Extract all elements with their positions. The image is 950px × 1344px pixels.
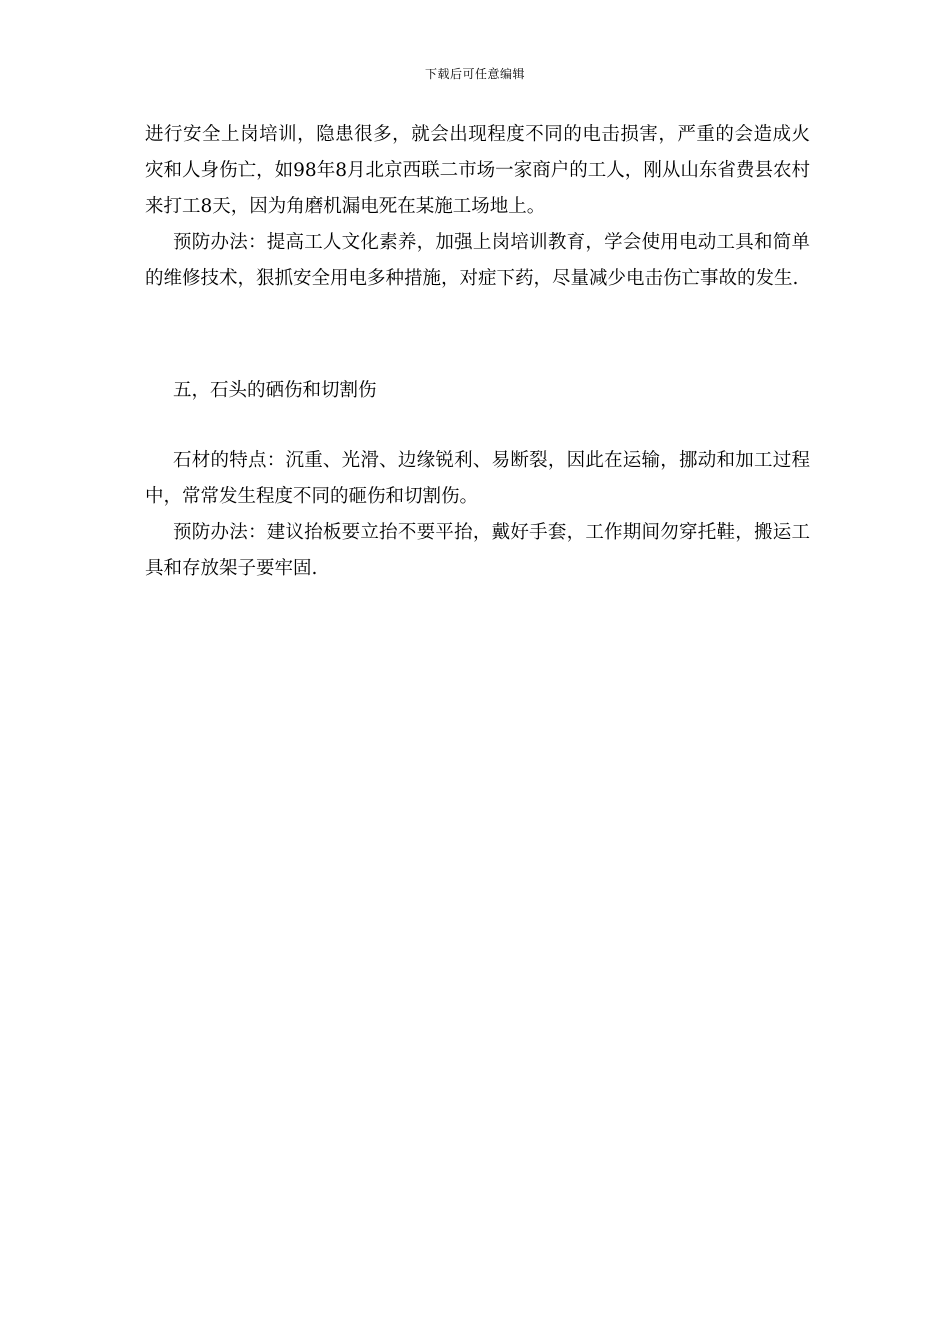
paragraph-stone-characteristics: 石材的特点：沉重、光滑、边缘锐利、易断裂，因此在运输，挪动和加工过程中，常常发生程度不同的砸伤和切割伤。 xyxy=(145,450,810,507)
page-header-note: 下载后可任意编辑 xyxy=(424,67,525,81)
section-heading-stone-injuries: 五，石头的硒伤和切割伤 xyxy=(173,380,377,401)
paragraph-electric-shock-continued: 进行安全上岗培训，隐患很多，就会出现程度不同的电击损害，严重的会造成火灾和人身伤亡，如98年8月北京西联二市场一家商户的工人，刚从山东省费县农村来打工8天，因为角磨机漏电死在某施工场地上。 xyxy=(145,124,810,217)
paragraph-electric-shock-prevention: 预防办法：提高工人文化素养，加强上岗培训教育，学会使用电动工具和简单的维修技术，狠抓安全用电多种措施，对症下药，尽量减少电击伤亡事故的发生. xyxy=(145,232,810,289)
paragraph-stone-prevention: 预防办法：建议抬板要立抬不要平抬，戴好手套，工作期间勿穿托鞋，搬运工具和存放架子要牢固. xyxy=(145,522,810,579)
